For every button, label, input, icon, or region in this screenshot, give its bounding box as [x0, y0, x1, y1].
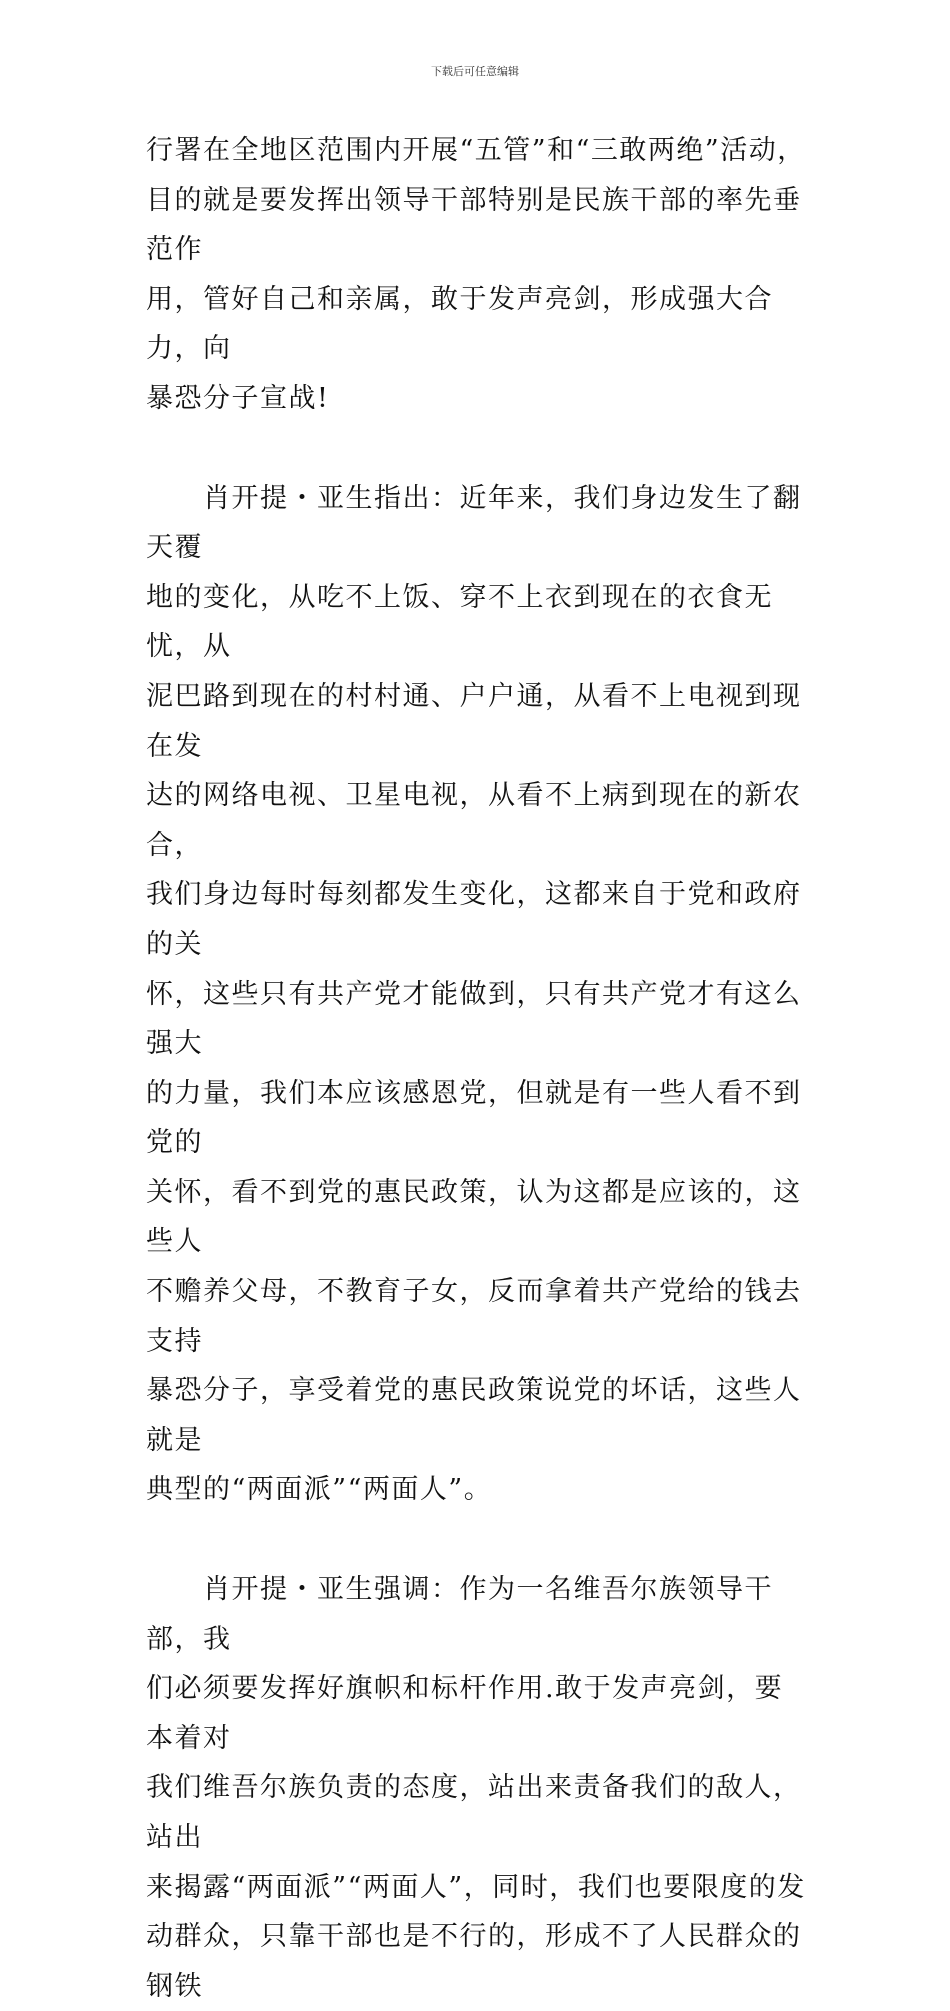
paragraph-speech-emphasis: 肖开提・亚生强调：作为一名维吾尔族领导干部，我 们必须要发挥好旗帜和标杆作用.敢于发声亮剑，要本着对 我们维吾尔族负责的态度，站出来责备我们的敌人，站出 来揭露“两面派”“两面人”，同时，我们也要限度的发 动群众，只靠干部也是不行的，形成不了人民群众的钢铁 [146, 1574, 806, 2002]
paragraph-gap [146, 424, 808, 474]
page-header: 下载后可任意编辑 [431, 65, 519, 78]
paragraph-continuation: 行署在全地区范围内开展“五管”和“三敢两绝”活动， 目的就是要发挥出领导干部特别是民族干部的率先垂范作 用，管好自己和亲属，敢于发声亮剑，形成强大合力，向 暴恐分子宣战! [146, 135, 806, 414]
document-body [146, 126, 808, 2011]
paragraph-gap [146, 1515, 808, 1565]
paragraph-speech-points: 肖开提・亚生指出：近年来，我们身边发生了翻天覆 地的变化，从吃不上饭、穿不上衣到现在的衣食无忧，从 泥巴路到现在的村村通、户户通，从看不上电视到现在发 达的网络电视、卫星电视，从看不上病到现在的新农合， 我们身边每时每刻都发生变化，这都来自于党和政府的关 怀，这些只有共产党才能做到，只有共产党才有这么强大 的力量，我们本应该感恩党，但就是有一些人看不到党的 关怀，看不到党的惠民政策，认为这都是应该的，这些人 不赡养父母，不教育子女，反而拿着共产党给的钱去支持 暴恐分子，享受着党的惠民政策说党的坏话，这些人就是 典型的“两面派”“两面人”。 [146, 482, 802, 1506]
